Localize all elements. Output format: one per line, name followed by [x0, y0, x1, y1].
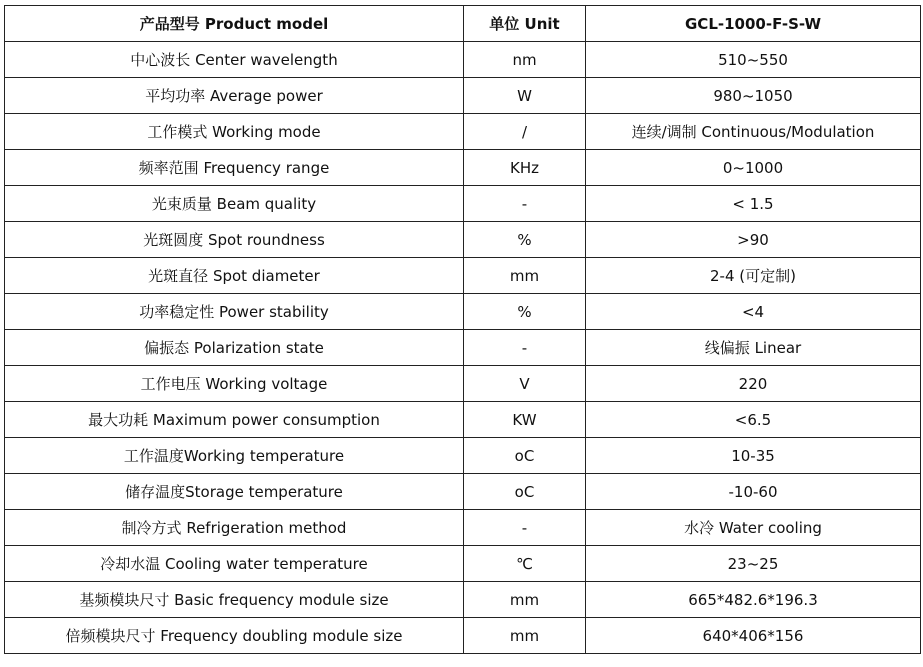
- header-unit: 单位 Unit: [464, 6, 586, 42]
- table-row: [5, 78, 921, 114]
- cell-unit: KHz: [464, 150, 586, 186]
- cell-param: 冷却水温 Cooling water temperature: [5, 546, 464, 582]
- cell-value: <6.5: [586, 402, 921, 438]
- cell-value: 640*406*156: [586, 618, 921, 654]
- cell-unit: KW: [464, 402, 586, 438]
- cell-param: 光斑直径 Spot diameter: [5, 258, 464, 294]
- table-row: [5, 258, 921, 294]
- header-param: 产品型号 Product model: [5, 6, 464, 42]
- table-row: [5, 114, 921, 150]
- cell-unit: V: [464, 366, 586, 402]
- cell-param: 光束质量 Beam quality: [5, 186, 464, 222]
- cell-param: 最大功耗 Maximum power consumption: [5, 402, 464, 438]
- cell-value: 连续/调制 Continuous/Modulation: [586, 114, 921, 150]
- table-row: [5, 330, 921, 366]
- cell-value: 510~550: [586, 42, 921, 78]
- cell-value: 线偏振 Linear: [586, 330, 921, 366]
- cell-param: 光斑圆度 Spot roundness: [5, 222, 464, 258]
- cell-unit: %: [464, 294, 586, 330]
- cell-unit: -: [464, 186, 586, 222]
- cell-value: 980~1050: [586, 78, 921, 114]
- table-row: [5, 582, 921, 618]
- table-row: [5, 546, 921, 582]
- cell-unit: nm: [464, 42, 586, 78]
- cell-value: <4: [586, 294, 921, 330]
- cell-value: 23~25: [586, 546, 921, 582]
- cell-unit: mm: [464, 582, 586, 618]
- cell-unit: /: [464, 114, 586, 150]
- cell-param: 频率范围 Frequency range: [5, 150, 464, 186]
- cell-value: < 1.5: [586, 186, 921, 222]
- table-row: [5, 222, 921, 258]
- cell-unit: ℃: [464, 546, 586, 582]
- cell-unit: oC: [464, 474, 586, 510]
- cell-value: -10-60: [586, 474, 921, 510]
- cell-unit: oC: [464, 438, 586, 474]
- spec-table: [4, 5, 921, 654]
- cell-param: 工作模式 Working mode: [5, 114, 464, 150]
- table-row: [5, 42, 921, 78]
- cell-value: 220: [586, 366, 921, 402]
- cell-param: 偏振态 Polarization state: [5, 330, 464, 366]
- cell-unit: %: [464, 222, 586, 258]
- table-row: [5, 402, 921, 438]
- table-row: [5, 510, 921, 546]
- cell-param: 工作电压 Working voltage: [5, 366, 464, 402]
- table-row: [5, 366, 921, 402]
- cell-unit: -: [464, 330, 586, 366]
- cell-value: 0~1000: [586, 150, 921, 186]
- cell-value: 2-4 (可定制): [586, 258, 921, 294]
- table-body: [5, 42, 921, 654]
- cell-value: >90: [586, 222, 921, 258]
- cell-unit: -: [464, 510, 586, 546]
- cell-param: 功率稳定性 Power stability: [5, 294, 464, 330]
- table-row: [5, 474, 921, 510]
- cell-param: 中心波长 Center wavelength: [5, 42, 464, 78]
- cell-unit: W: [464, 78, 586, 114]
- cell-param: 基频模块尺寸 Basic frequency module size: [5, 582, 464, 618]
- cell-param: 工作温度Working temperature: [5, 438, 464, 474]
- table-row: [5, 618, 921, 654]
- cell-param: 制冷方式 Refrigeration method: [5, 510, 464, 546]
- cell-value: 10-35: [586, 438, 921, 474]
- cell-value: 665*482.6*196.3: [586, 582, 921, 618]
- cell-param: 倍频模块尺寸 Frequency doubling module size: [5, 618, 464, 654]
- header-row: [5, 6, 921, 42]
- table-header: [5, 6, 921, 42]
- cell-unit: mm: [464, 258, 586, 294]
- cell-param: 储存温度Storage temperature: [5, 474, 464, 510]
- cell-value: 水冷 Water cooling: [586, 510, 921, 546]
- table-row: [5, 150, 921, 186]
- cell-param: 平均功率 Average power: [5, 78, 464, 114]
- header-model: GCL-1000-F-S-W: [586, 6, 921, 42]
- cell-unit: mm: [464, 618, 586, 654]
- table-row: [5, 186, 921, 222]
- table-row: [5, 438, 921, 474]
- table-row: [5, 294, 921, 330]
